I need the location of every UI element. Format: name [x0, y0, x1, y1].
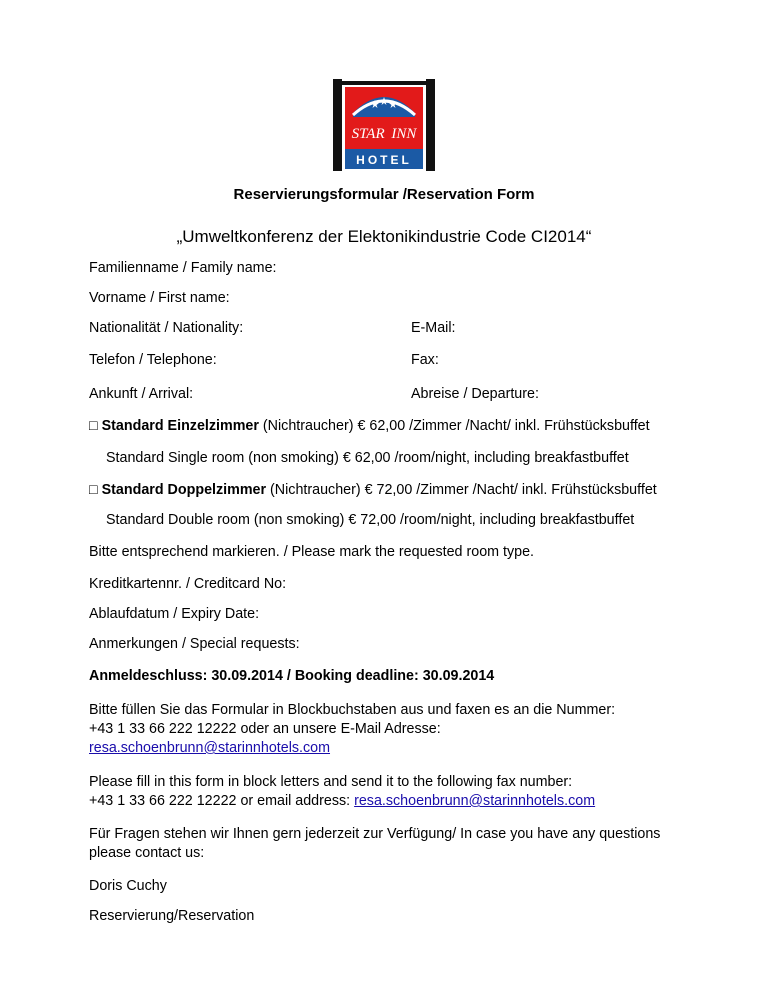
nationality-label: Nationalität / Nationality: — [89, 320, 244, 336]
single-room-option — [89, 416, 650, 436]
expiry-label: Ablaufdatum / Expiry Date: — [89, 606, 260, 622]
instructions-de-line2: +43 1 33 66 222 12222 oder an unsere E-Mail Adresse: — [89, 721, 441, 737]
double-room-details: (Nichtraucher) € 72,00 /Zimmer /Nacht/ inkl. Frühstücksbuffet — [266, 482, 657, 498]
double-room-checkbox[interactable]: □ — [89, 482, 98, 498]
first-name-label: Vorname / First name: — [89, 290, 230, 306]
questions-line2: please contact us: — [89, 845, 205, 861]
instructions-en-line1: Please fill in this form in block letters and send it to the following fax number: — [89, 774, 573, 790]
single-room-english: Standard Single room (non smoking) € 62,00 /room/night, including breakfastbuffet — [106, 450, 629, 466]
credit-card-label: Kreditkartennr. / Creditcard No: — [89, 576, 287, 592]
instructions-en-line2: +43 1 33 66 222 12222 or email address: — [89, 793, 355, 809]
fax-label: Fax: — [411, 352, 439, 368]
email-link-de[interactable]: resa.schoenbrunn@starinnhotels.com — [89, 740, 331, 756]
family-name-label: Familienname / Family name: — [89, 260, 277, 276]
single-room-name: Standard Einzelzimmer — [101, 418, 259, 434]
page-subtitle: „Umweltkonferenz der Elektonikindustrie Code CI2014“ — [176, 227, 592, 246]
contact-name: Doris Cuchy — [89, 878, 167, 894]
double-room-name: Standard Doppelzimmer — [101, 482, 267, 498]
remarks-label: Anmerkungen / Special requests: — [89, 636, 300, 652]
contact-department: Reservierung/Reservation — [89, 908, 255, 924]
star-inn-hotel-logo — [331, 79, 437, 171]
telephone-label: Telefon / Telephone: — [89, 352, 217, 368]
double-room-option — [89, 480, 657, 500]
svg-text:STAR INN — [352, 126, 418, 142]
arrival-label: Ankunft / Arrival: — [89, 386, 194, 402]
mark-note: Bitte entsprechend markieren. / Please mark the requested room type. — [89, 544, 535, 560]
single-room-details: (Nichtraucher) € 62,00 /Zimmer /Nacht/ inkl. Frühstücksbuffet — [258, 418, 650, 434]
departure-label: Abreise / Departure: — [411, 386, 539, 402]
page-title: Reservierungsformular /Reservation Form — [233, 186, 535, 203]
email-link-en[interactable]: resa.schoenbrunn@starinnhotels.com — [354, 793, 596, 809]
double-room-english: Standard Double room (non smoking) € 72,00 /room/night, including breakfastbuffet — [106, 512, 635, 528]
logo-word-star: STAR — [351, 126, 385, 142]
logo-word-inn: INN — [391, 126, 417, 142]
logo-word-hotel: HOTEL — [356, 153, 412, 167]
single-room-checkbox[interactable]: □ — [89, 418, 98, 434]
questions-line1: Für Fragen stehen wir Ihnen gern jederzeit zur Verfügung/ In case you have any questions — [89, 826, 661, 842]
instructions-de-line1: Bitte füllen Sie das Formular in Blockbuchstaben aus und faxen es an die Nummer: — [89, 702, 616, 718]
booking-deadline: Anmeldeschluss: 30.09.2014 / Booking deadline: 30.09.2014 — [89, 668, 495, 684]
email-label: E-Mail: — [411, 320, 456, 336]
